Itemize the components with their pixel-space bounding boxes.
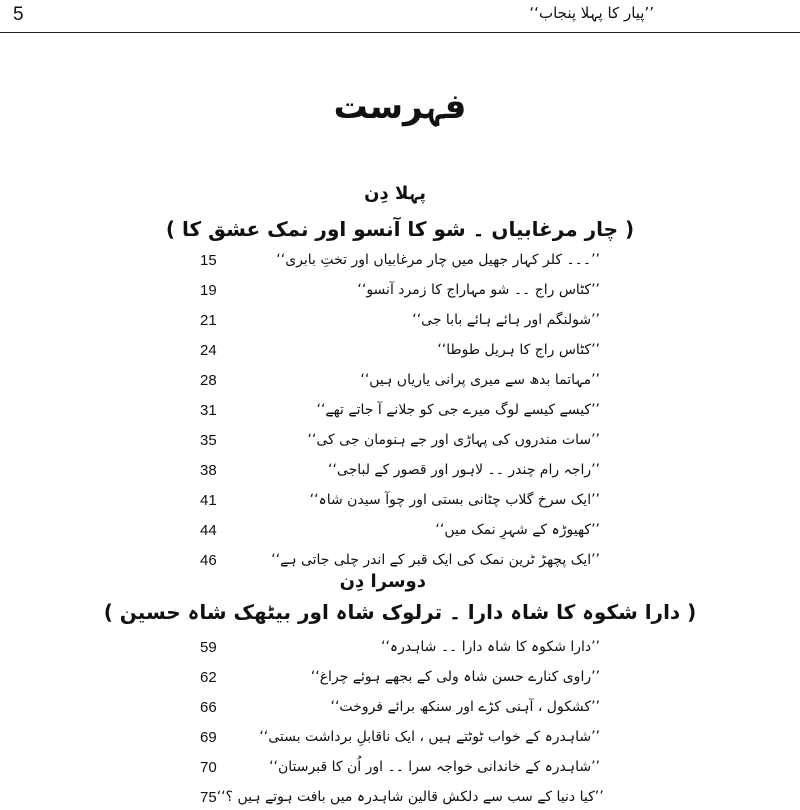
- toc-entry-page: 15: [200, 251, 217, 269]
- toc-entry: [200, 397, 600, 423]
- toc-entry-page: 46: [200, 551, 217, 569]
- toc-entry-page: 41: [200, 491, 217, 509]
- toc-entry-page: 31: [200, 401, 217, 419]
- toc-entry-page: 69: [200, 728, 217, 746]
- page-title: فہرست: [333, 87, 467, 127]
- toc-entry: [200, 694, 600, 720]
- toc-entry: [200, 517, 600, 543]
- section-day-title: پہلا دِن: [364, 183, 426, 204]
- toc-entry: [200, 754, 600, 780]
- toc-entry-title: ’’مہاتما بدھ سے میری پرانی یاریاں ہیں‘‘: [360, 372, 600, 388]
- section-subtitle: ( دارا شکوہ کا شاہ دارا ۔ ترلوک شاہ اور بیٹھک شاہ حسین ): [103, 600, 697, 624]
- toc-entry-title: ’’ایک پچھڑ ٹرین نمک کی ایک قبر کے اندر چلی جاتی ہے‘‘: [271, 552, 600, 568]
- toc-entry: [200, 634, 600, 660]
- toc-entry-page: 59: [200, 638, 217, 656]
- toc-entry-title: ’’راجہ رام چندر ۔۔ لاہور اور قصور کے لباجی‘‘: [328, 462, 600, 478]
- toc-entry: [200, 724, 600, 750]
- toc-entry-title: ’’راوی کنارے حسن شاہ ولی کے بجھے ہوئے چراغ‘‘: [310, 669, 600, 685]
- page-number: 5: [13, 4, 24, 25]
- toc-entry-page: 70: [200, 758, 217, 776]
- toc-entry-page: 28: [200, 371, 217, 389]
- toc-entry-page: 62: [200, 668, 217, 686]
- toc-entry-title: ’’کٹاس راج ۔۔ شو مہاراج کا زمرد آنسو‘‘: [357, 282, 600, 298]
- toc-entry: [200, 487, 600, 513]
- toc-entry-page: 19: [200, 281, 217, 299]
- toc-entry: [200, 247, 600, 273]
- toc-entry-title: ’’۔۔۔ کلر کہار جھیل میں چار مرغابیاں اور تختِ بابری‘‘: [276, 252, 600, 268]
- toc-entry-title: ’’کیسے کیسے لوگ میرے جی کو جلانے آ جاتے تھے‘‘: [316, 402, 600, 418]
- toc-entry-title: ’’ایک سرخ گلاب چٹانی بستی اور چوآ سیدن شاہ‘‘: [309, 492, 600, 508]
- toc-entry-title: ’’شاہدرہ کے خواب ٹوٹتے ہیں ، ایک ناقابلِ برداشت بستی‘‘: [259, 729, 600, 745]
- toc-entry-title: ’’شاہدرہ کے خاندانی خواجہ سرا ۔۔ اور اُن کا قبرستان‘‘: [269, 759, 600, 775]
- toc-entry-title: ’’کٹاس راج کا ہریل طوطا‘‘: [437, 342, 600, 358]
- toc-entry-title: ’’کیا دنیا کے سب سے دلکش قالین شاہدرہ میں بافت ہوتے ہیں ؟‘‘: [216, 789, 604, 805]
- toc-entry: [200, 457, 600, 483]
- toc-entry: [200, 367, 600, 393]
- toc-entry-page: 35: [200, 431, 217, 449]
- section-subtitle: ( چار مرغابیاں ۔ شو کا آنسو اور نمک عشق کا ): [165, 217, 635, 241]
- toc-entry-page: 21: [200, 311, 217, 329]
- toc-entry: [200, 307, 600, 333]
- section-day-title: دوسرا دِن: [339, 571, 426, 592]
- toc-entry-page: 66: [200, 698, 217, 716]
- toc-entry: [200, 337, 600, 363]
- toc-entry-title: ’’شولنگم اور ہائے ہائے بابا جی‘‘: [412, 312, 600, 328]
- toc-entry-page: 24: [200, 341, 217, 359]
- toc-entry-title: ’’کھیوڑہ کے شہرِ نمک میں‘‘: [435, 522, 600, 538]
- toc-entry-page: 75: [200, 788, 217, 806]
- toc-entry: [200, 664, 600, 690]
- toc-entry: [200, 547, 600, 573]
- toc-entry-title: ’’سات مندروں کی پہاڑی اور جے ہنومان جی کی‘‘: [307, 432, 600, 448]
- header-rule: [0, 32, 800, 33]
- toc-entry-page: 38: [200, 461, 217, 479]
- toc-entry-title: ’’دارا شکوہ کا شاہ دارا ۔۔ شاہدرہ‘‘: [381, 639, 600, 655]
- toc-entry: [200, 427, 600, 453]
- toc-entry: [200, 277, 600, 303]
- toc-entry: [200, 784, 604, 810]
- toc-entry-page: 44: [200, 521, 217, 539]
- running-title: ’’پیار کا پہلا پنجاب‘‘: [529, 4, 654, 22]
- toc-entry-title: ’’کشکول ، آہنی کڑے اور سنکھ برائے فروخت‘‘: [330, 699, 600, 715]
